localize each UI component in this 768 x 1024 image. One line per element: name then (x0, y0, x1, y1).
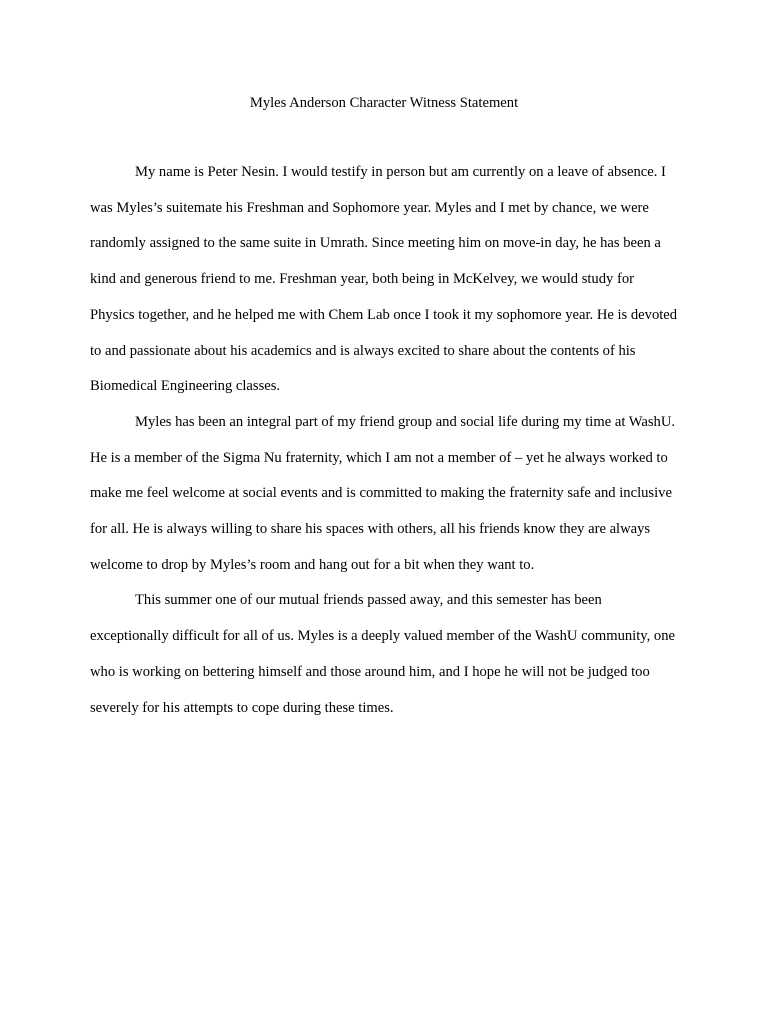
document-body (90, 155, 680, 726)
paragraph-closing: This summer one of our mutual friends passed away, and this semester has been exceptionally difficult for all of us. Myles is a deeply valued member of the WashU community, one who is working on bettering himself and those around him, and I hope he will not be judged too severely for his attempts to cope during these times. (90, 592, 675, 716)
paragraph-introduction: My name is Peter Nesin. I would testify in person but am currently on a leave of absence. I was Myles’s suitemate his Freshman and Sophomore year. Myles and I met by chance, we were randomly assigned to the same suite in Umrath. Since meeting him on move-in day, he has been a kind and generous friend to me. Freshman year, both being in McKelvey, we would study for Physics together, and he helped me with Chem Lab once I took it my sophomore year. He is devoted to and passionate about his academics and is always excited to share about the contents of his Biomedical Engineering classes. (90, 164, 678, 395)
document-title: Myles Anderson Character Witness Statement (249, 95, 519, 111)
paragraph-social-life: Myles has been an integral part of my friend group and social life during my time at WashU. He is a member of the Sigma Nu fraternity, which I am not a member of – yet he always worked to make me feel welcome at social events and is committed to making the fraternity safe and inclusive for all. He is always willing to share his spaces with others, all his friends know they are always welcome to drop by Myles’s room and hang out for a bit when they want to. (90, 413, 676, 573)
